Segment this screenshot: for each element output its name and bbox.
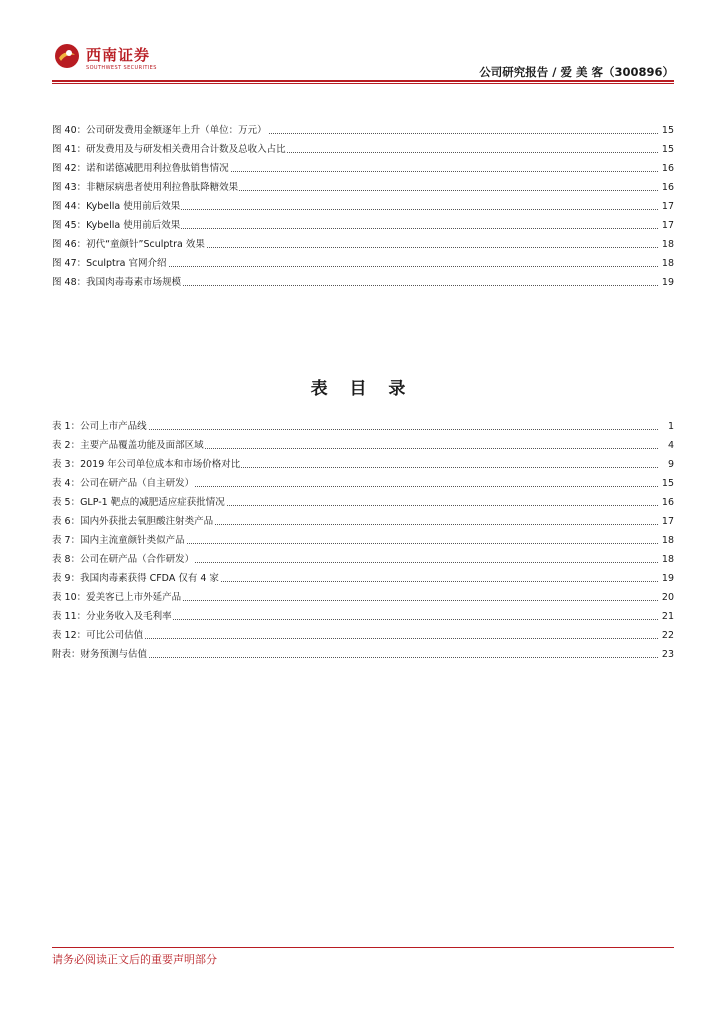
toc-row-table[interactable] xyxy=(52,626,674,645)
toc-entry-label: 表 4：公司在研产品（自主研发） xyxy=(52,474,195,493)
toc-row-table[interactable] xyxy=(52,531,674,550)
toc-row-table[interactable] xyxy=(52,569,674,588)
toc-row-table[interactable] xyxy=(52,512,674,531)
toc-entry-label: 图 42：诺和诺德减肥用利拉鲁肽销售情况 xyxy=(52,159,230,178)
toc-entry-label: 图 45：Kybella 使用前后效果 xyxy=(52,216,181,235)
header-divider-thin xyxy=(52,83,674,84)
toc-entry-label: 表 7：国内主流童颜针类似产品 xyxy=(52,531,186,550)
toc-entry-label: 表 10：爱美客已上市外延产品 xyxy=(52,588,182,607)
toc-entry-page: 17 xyxy=(661,216,674,235)
toc-entry-label: 图 44：Kybella 使用前后效果 xyxy=(52,197,181,216)
toc-entry-page: 15 xyxy=(661,474,674,493)
company-logo xyxy=(52,40,162,74)
figure-list xyxy=(52,121,674,292)
toc-entry-label: 图 48：我国肉毒毒素市场规模 xyxy=(52,273,182,292)
toc-entry-page: 16 xyxy=(661,493,674,512)
toc-row-figure[interactable] xyxy=(52,159,674,178)
toc-entry-page: 4 xyxy=(667,436,674,455)
toc-entry-page: 18 xyxy=(661,550,674,569)
toc-row-figure[interactable] xyxy=(52,140,674,159)
brand-name-en: SOUTHWEST SECURITIES xyxy=(86,65,157,71)
toc-entry-label: 表 12：可比公司估值 xyxy=(52,626,144,645)
toc-row-figure[interactable] xyxy=(52,273,674,292)
toc-entry-label: 表 1：公司上市产品线 xyxy=(52,417,148,436)
toc-entry-label: 表 2：主要产品覆盖功能及面部区域 xyxy=(52,436,205,455)
toc-row-figure[interactable] xyxy=(52,197,674,216)
toc-row-table[interactable] xyxy=(52,550,674,569)
footer-divider xyxy=(52,947,674,948)
toc-row-figure[interactable] xyxy=(52,235,674,254)
toc-row-table[interactable] xyxy=(52,607,674,626)
toc-entry-page: 19 xyxy=(661,569,674,588)
toc-entry-label: 图 47：Sculptra 官网介绍 xyxy=(52,254,168,273)
toc-row-figure[interactable] xyxy=(52,216,674,235)
header-divider xyxy=(52,80,674,82)
table-list xyxy=(52,417,674,664)
page-header xyxy=(52,40,674,80)
toc-entry-label: 图 41：研发费用及与研发相关费用合计数及总收入占比 xyxy=(52,140,287,159)
toc-entry-label: 附表：财务预测与估值 xyxy=(52,645,148,664)
toc-entry-label: 表 9：我国肉毒素获得 CFDA 仅有 4 家 xyxy=(52,569,220,588)
toc-entry-page: 18 xyxy=(661,531,674,550)
toc-row-table[interactable] xyxy=(52,474,674,493)
footer-disclaimer: 请务必阅读正文后的重要声明部分 xyxy=(52,953,217,966)
toc-row-table[interactable] xyxy=(52,493,674,512)
toc-entry-page: 23 xyxy=(661,645,674,664)
toc-entry-page: 9 xyxy=(667,455,674,474)
toc-entry-page: 16 xyxy=(661,178,674,197)
toc-entry-page: 19 xyxy=(661,273,674,292)
toc-entry-label: 表 3：2019 年公司单位成本和市场价格对比 xyxy=(52,455,241,474)
toc-entry-page: 15 xyxy=(661,121,674,140)
toc-row-table[interactable] xyxy=(52,436,674,455)
tables-section-title: 表 目 录 xyxy=(310,379,414,399)
toc-row-table[interactable] xyxy=(52,417,674,436)
toc-entry-label: 表 5：GLP-1 靶点的减肥适应症获批情况 xyxy=(52,493,226,512)
toc-entry-label: 图 43：非糖尿病患者使用利拉鲁肽降糖效果 xyxy=(52,178,239,197)
toc-row-figure[interactable] xyxy=(52,121,674,140)
logo-emblem-icon xyxy=(54,43,80,69)
toc-entry-label: 表 11：分业务收入及毛利率 xyxy=(52,607,173,626)
toc-entry-label: 图 46：初代“童颜针”Sculptra 效果 xyxy=(52,235,206,254)
report-title: 公司研究报告 / 爱 美 客（300896） xyxy=(479,65,674,79)
toc-entry-label: 表 6：国内外获批去氧胆酸注射类产品 xyxy=(52,512,214,531)
toc-entry-label: 图 40：公司研发费用金额逐年上升（单位：万元） xyxy=(52,121,268,140)
toc-entry-label: 表 8：公司在研产品（合作研发） xyxy=(52,550,195,569)
toc-row-table[interactable] xyxy=(52,588,674,607)
toc-entry-page: 15 xyxy=(661,140,674,159)
toc-entry-page: 1 xyxy=(667,417,674,436)
toc-entry-page: 17 xyxy=(661,197,674,216)
brand-name-cn: 西南证券 xyxy=(86,46,151,64)
toc-row-figure[interactable] xyxy=(52,178,674,197)
toc-entry-page: 16 xyxy=(661,159,674,178)
toc-entry-page: 20 xyxy=(661,588,674,607)
toc-entry-page: 22 xyxy=(661,626,674,645)
toc-row-table[interactable] xyxy=(52,645,674,664)
toc-entry-page: 18 xyxy=(661,254,674,273)
toc-entry-page: 21 xyxy=(661,607,674,626)
toc-row-table[interactable] xyxy=(52,455,674,474)
toc-entry-page: 17 xyxy=(661,512,674,531)
toc-entry-page: 18 xyxy=(661,235,674,254)
toc-row-figure[interactable] xyxy=(52,254,674,273)
